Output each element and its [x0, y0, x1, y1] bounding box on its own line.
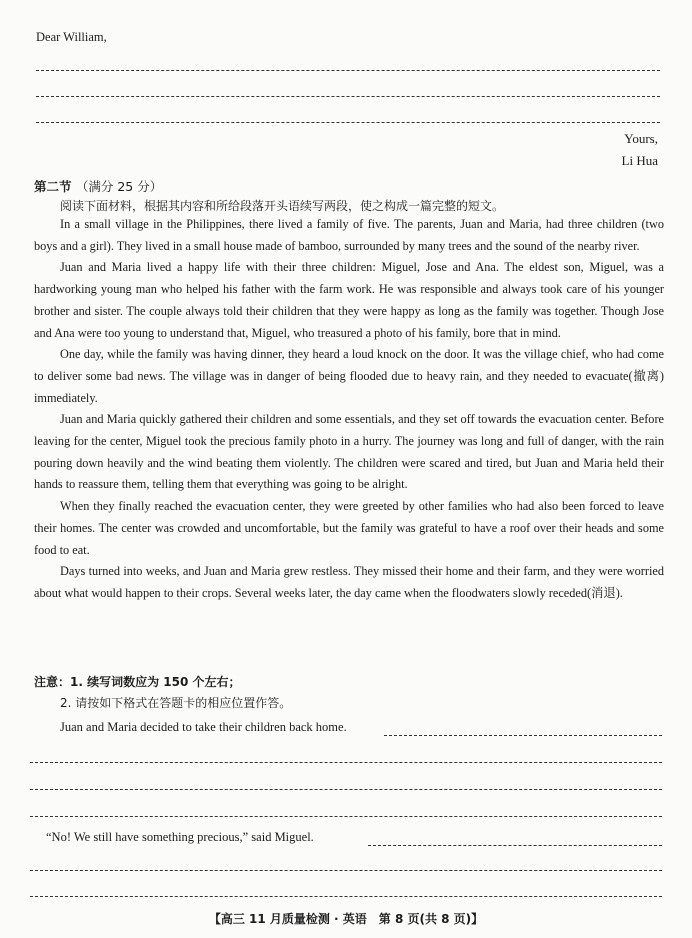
notes: [34, 672, 291, 714]
answer-line[interactable]: [30, 896, 662, 897]
answer-line[interactable]: [30, 816, 662, 817]
answer-line[interactable]: [368, 845, 662, 846]
story-paragraph: Days turned into weeks, and Juan and Maria grew restless. They missed their home and their farm, and they were worried about what would happen to their crops. Several weeks later, the day came when the floodwaters slowly receded(消退).: [34, 564, 664, 600]
section-instruction: 阅读下面材料，根据其内容和所给段落开头语续写两段，使之构成一篇完整的短文。: [60, 199, 505, 213]
story-text: [34, 214, 664, 605]
letter-salutation: Dear William,: [36, 30, 107, 44]
writing-line: [36, 70, 660, 71]
story-paragraph: Juan and Maria lived a happy life with their three children: Miguel, Jose and Ana. The eldest son, Miguel, was a hardworking young man who helped his father with the farm work. He was responsible and always took care of his younger brother and sister. The couple always told their children that they were happy as long as the family was together. Though Jose and Ana were too young to understand that, Miguel, who treasured a photo of his family, bore that in mind.: [34, 260, 664, 340]
section-heading: [34, 177, 162, 195]
note-item-1: 注意：1. 续写词数应为 150 个左右；: [34, 675, 241, 689]
story-paragraph: Juan and Maria quickly gathered their children and some essentials, and they set off towards the evacuation center. Before leaving for the center, Miguel took the precious family photo in a hurry. The journey was long and full of danger, with the rain pouring down heavily and the wind beating them violently. The children were scared and tired, but Juan and Maria held their hands to reassure them, telling them that everything was going to be alright.: [34, 412, 664, 492]
answer-line[interactable]: [384, 735, 662, 736]
answer-line[interactable]: [30, 762, 662, 763]
answer-line[interactable]: [30, 870, 662, 871]
letter-signature: Li Hua: [621, 153, 658, 168]
writing-line: [36, 122, 660, 123]
story-paragraph: One day, while the family was having dinner, they heard a loud knock on the door. It was the village chief, who had come to deliver some bad news. The village was in danger of being flooded due to heavy rain, and they needed to evacuate(撤离) immediately.: [34, 347, 664, 405]
section-title: 第二节: [34, 179, 72, 194]
letter-closing: Yours,: [624, 131, 658, 146]
answer-line[interactable]: [30, 789, 662, 790]
writing-line: [36, 96, 660, 97]
story-paragraph: When they finally reached the evacuation center, they were greeted by other families who had also been forced to leave their homes. The center was crowded and uncomfortable, but the family was grateful to have a roof over their heads and some food to eat.: [34, 499, 664, 557]
continuation-prompt-1: Juan and Maria decided to take their children back home.: [60, 720, 347, 734]
section-score: （满分 25 分）: [75, 179, 163, 194]
continuation-prompt-2: “No! We still have something precious,” said Miguel.: [46, 830, 314, 844]
story-paragraph: In a small village in the Philippines, there lived a family of five. The parents, Juan and Maria, had three children (two boys and a girl). They lived in a small house made of bamboo, surrounded by many trees and the sound of the nearby river.: [34, 217, 664, 253]
note-item-2: 2. 请按如下格式在答题卡的相应位置作答。: [60, 696, 292, 710]
page-footer: 【高三 11 月质量检测 · 英语 第 8 页(共 8 页)】: [208, 912, 484, 926]
